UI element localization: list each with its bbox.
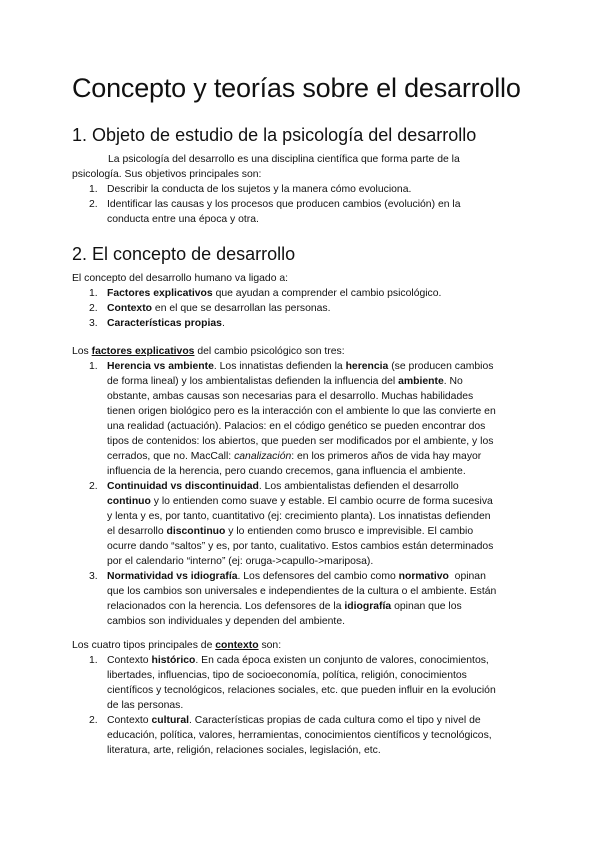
list-item: 1. Herencia vs ambiente. Los innatistas defienden la herencia (se producen cambios de forma lineal) y los ambientalistas defienden la influencia del ambiente. No obstante, ambas causas son necesarias para el desarrollo. Muchas habilidades tienen origen biológico pero es la interacción con el ambiente lo que las convierte en una realidad (actuación). Palacios: en el código genético se pueden encontrar dos tipos de contenidos: los abiertos, que pueden ser modificados por el ambiente, y los cerrados, que no. MacCall: canalización: en los primeros años de vida hay mayor influencia de la herencia, pero cuando crecemos, gana influencia el ambiente. [89, 361, 496, 477]
list-item: 2. Contexto cultural. Características propias de cada cultura como el tipo y nivel de educación, política, valores, herramientas, conocimientos científicos y tecnológicos, literatura, arte, religión, relaciones sociales, legislación, etc. [89, 715, 492, 756]
contexto-list [72, 653, 532, 758]
list-item: 2. Identificar las causas y los procesos que producen cambios (evolución) en la conducta entre una época y otra. [89, 199, 461, 225]
section-2-intro: El concepto del desarrollo humano va ligado a: [72, 273, 289, 284]
list-item: 2. Contexto en el que se desarrollan las personas. [89, 303, 331, 314]
section-1-intro-line-2: psicología. Sus objetivos principales son: [72, 169, 262, 180]
objectives-list [72, 182, 532, 227]
factores-list [72, 359, 532, 629]
section-1-heading: 1. Objeto de estudio de la psicología del desarrollo [72, 125, 477, 145]
section-1-intro-line-1: La psicología del desarrollo es una disciplina científica que forma parte de la [108, 154, 460, 165]
list-item: 1. Factores explicativos que ayudan a comprender el cambio psicológico. [89, 288, 442, 299]
list-item: 2. Continuidad vs discontinuidad. Los ambientalistas defienden el desarrollo continuo y lo entienden como suave y estable. El cambio ocurre de forma sucesiva y lenta y es, por tanto, cuantitativo (ej: crecimiento planta). Los innatistas defienden el desarrollo discontinuo y lo entienden como brusco e imprevisible. El cambio ocurre dando “saltos” y es, por tanto, cualitativo. Estos cambios están determinados por el calendario “interno” (ej: oruga->capullo->mariposa). [89, 481, 494, 567]
contexto-intro: Los cuatro tipos principales de contexto son: [72, 640, 282, 651]
factores-intro: Los factores explicativos del cambio psicológico son tres: [72, 346, 345, 357]
list-item: 1. Contexto histórico. En cada época existen un conjunto de valores, conocimientos, libertades, influencias, tipo de socioeconomía, política, religión, conocimientos científicos y tecnológicos, relaciones sociales, etc. que pueden influir en la evolución de las personas. [89, 655, 496, 711]
section-2-heading: 2. El concepto de desarrollo [72, 244, 296, 264]
list-item: 3. Características propias. [89, 318, 225, 329]
list-item: 3. Normatividad vs idiografía. Los defensores del cambio como normativo opinan que los cambios son universales e independientes de la cultura o el ambiente. Están relacionados con la herencia. Los defensores de la idiografía opinan que los cambios son individuales y dependen del ambiente. [89, 571, 497, 627]
list-item: 1. Describir la conducta de los sujetos y la manera cómo evoluciona. [89, 184, 412, 195]
document-title: Concepto y teorías sobre el desarrollo [72, 73, 521, 103]
concept-list [72, 286, 532, 331]
